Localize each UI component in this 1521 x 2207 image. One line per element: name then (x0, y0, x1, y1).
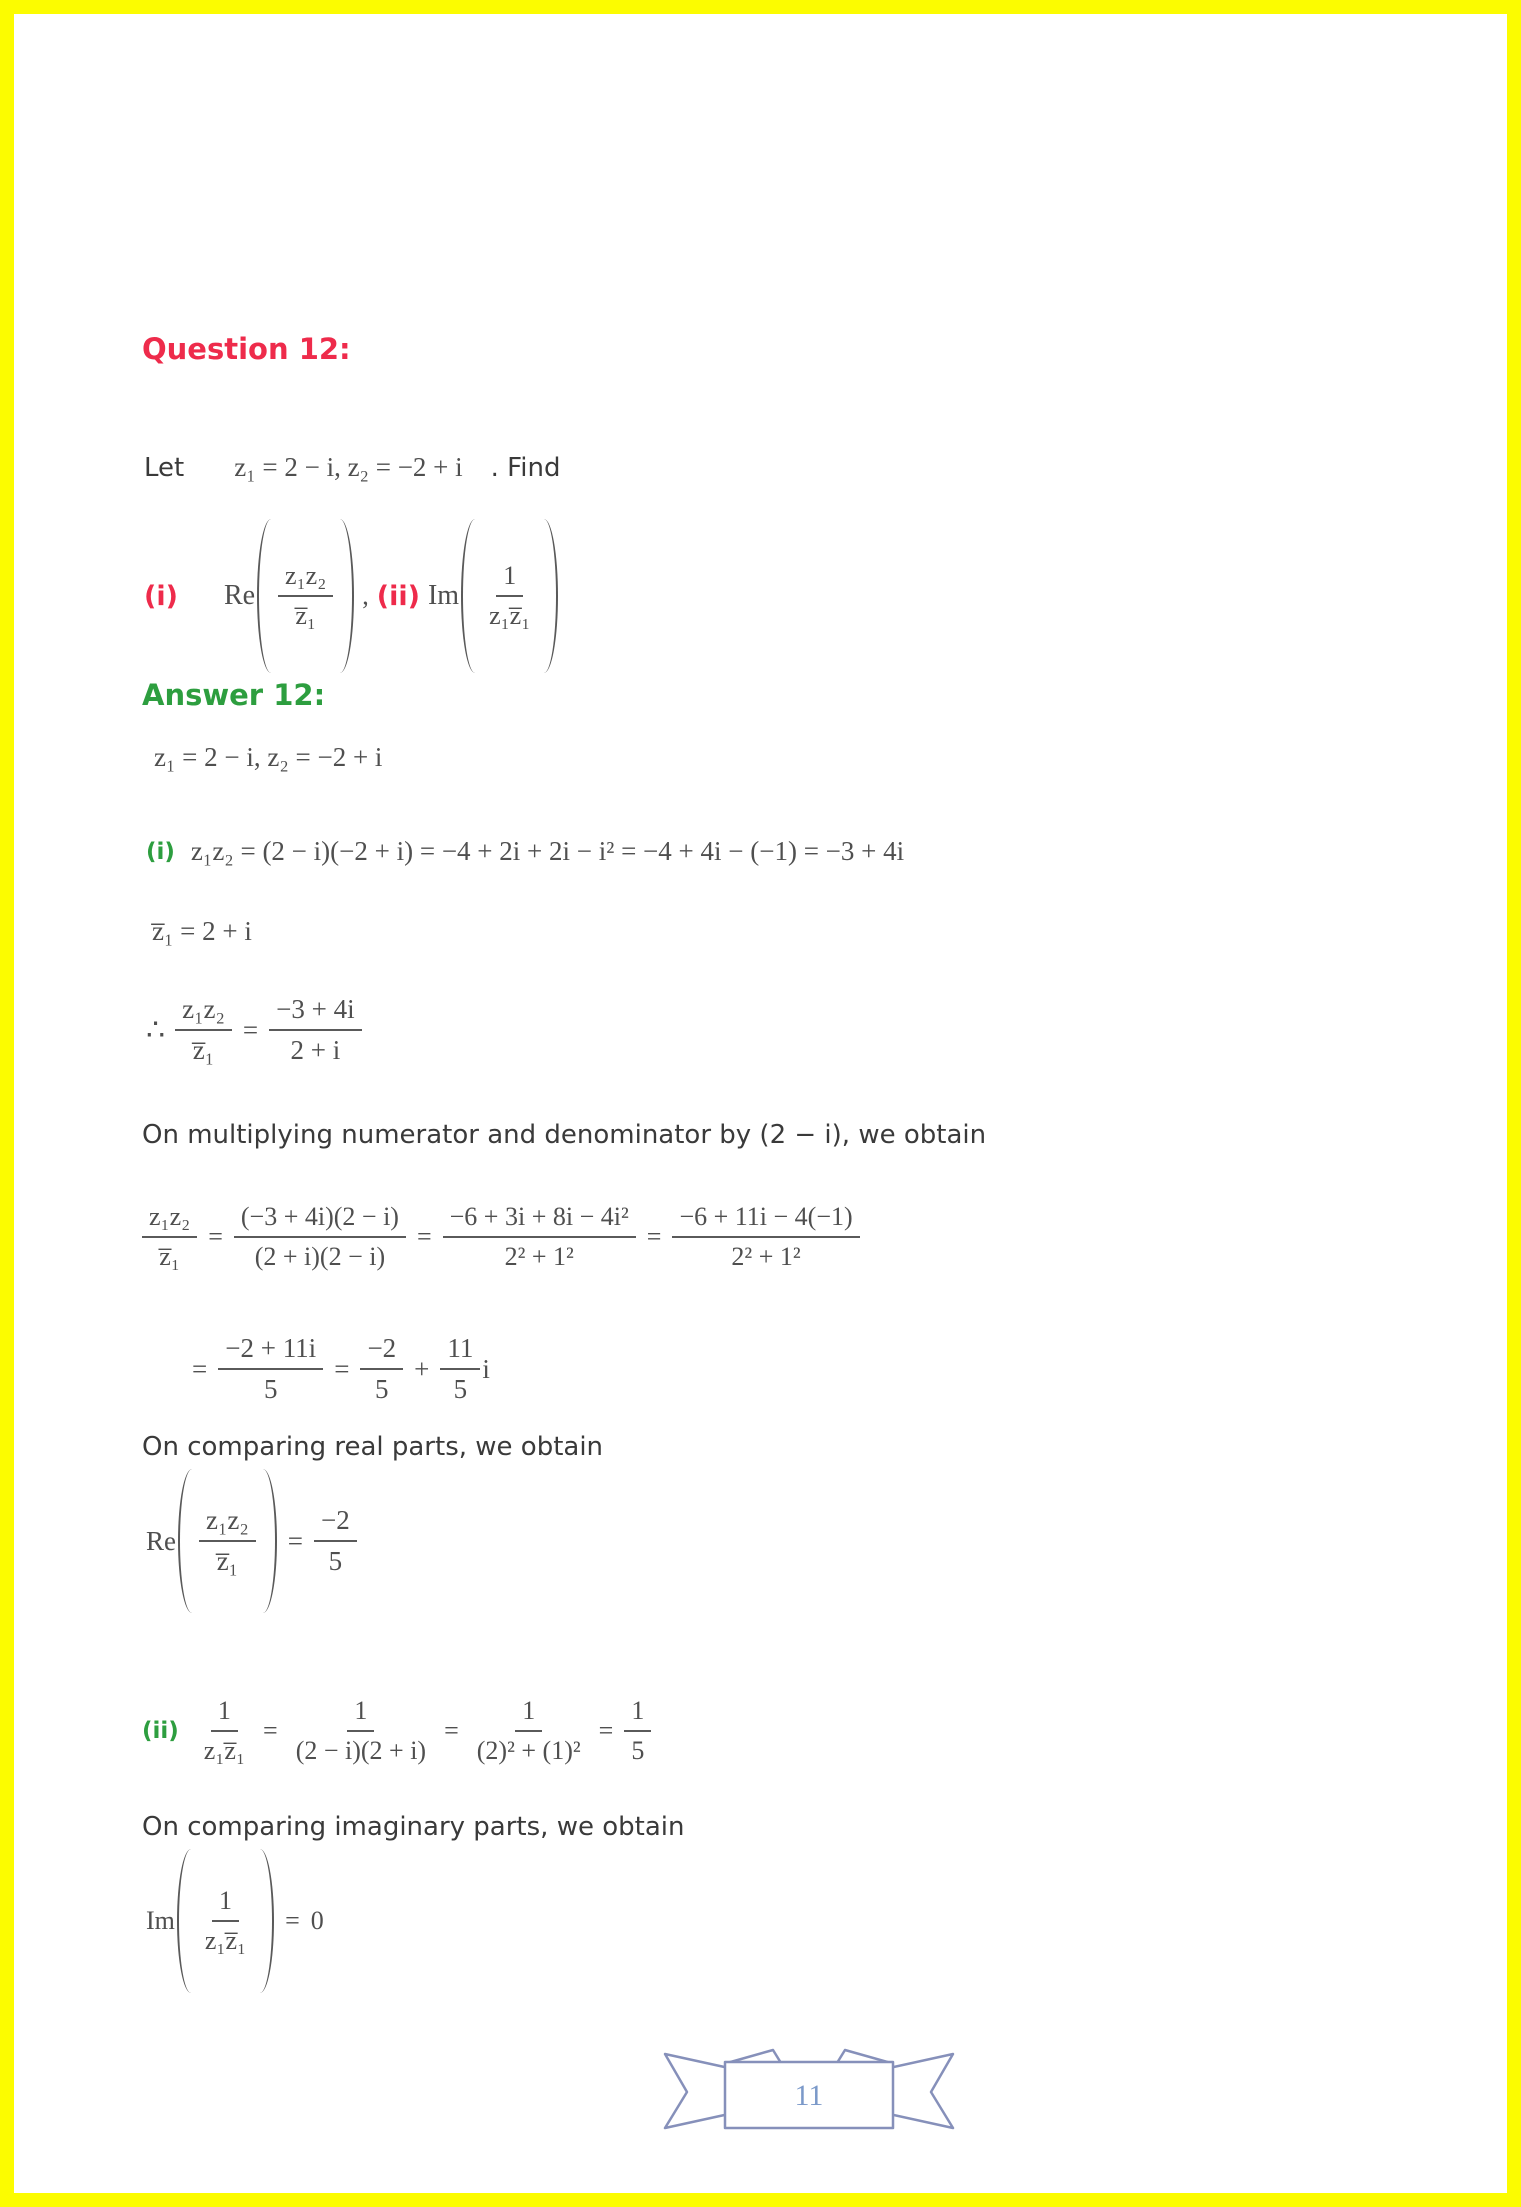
fraction (197, 1694, 252, 1768)
re-function-label: Re (146, 1525, 176, 1556)
plus-sign: + (414, 1353, 430, 1384)
imaginary-part-result-equation (146, 1856, 324, 1986)
real-part-result-equation (146, 1476, 357, 1606)
left-paren-shape (178, 1469, 192, 1613)
numerator: −2 + 11i (218, 1331, 323, 1370)
denominator: 5 (263, 1374, 278, 1404)
denominator: (2 + i)(2 − i) (254, 1242, 386, 1271)
fraction (142, 1200, 197, 1274)
ribbon-graphic (659, 2042, 959, 2142)
denominator: 2² + 1² (504, 1242, 574, 1271)
denominator: z̅₁ (159, 1242, 180, 1271)
note-real-parts: On comparing real parts, we obtain (142, 1432, 604, 1462)
fraction (470, 1694, 588, 1768)
numerator: z₁z₂ (142, 1200, 197, 1238)
denominator: 2² + 1² (731, 1242, 801, 1271)
fraction (360, 1331, 403, 1407)
left-paren-shape (177, 1849, 191, 1993)
denominator: 5 (631, 1736, 645, 1765)
equals-sign: = (285, 1906, 300, 1935)
fraction (672, 1200, 859, 1274)
fraction (624, 1694, 651, 1768)
z1bar-value-equation: z̅₁ = 2 + i (152, 916, 252, 946)
page-content (14, 14, 1507, 2193)
numerator: −2 (314, 1503, 357, 1542)
numerator: 1 (515, 1694, 542, 1732)
denominator: 5 (328, 1546, 343, 1576)
fraction-1-over-z1z1bar (482, 559, 537, 633)
equals-sign: = (242, 1014, 259, 1045)
page-number: 11 (794, 2079, 824, 2112)
fraction-z1z2-over-z1bar (199, 1503, 256, 1579)
fraction-z1z2-over-z1bar (175, 992, 232, 1068)
note-imaginary-parts: On comparing imaginary parts, we obtain (142, 1812, 685, 1842)
denominator: z₁z̅₁ (489, 601, 531, 630)
equals-sign: = (444, 1716, 459, 1745)
denominator: 5 (453, 1374, 468, 1404)
answer-part2-equation (142, 1666, 651, 1796)
numerator: 1 (211, 1694, 238, 1732)
numerator: z₁z₂ (199, 1503, 256, 1542)
intro-let: Let (144, 452, 185, 483)
fraction (440, 1331, 480, 1407)
zero-value: 0 (310, 1906, 324, 1935)
im-function-label: Im (427, 580, 460, 611)
numerator: 1 (624, 1694, 651, 1732)
z1z2-expansion-equation: z₁z₂ = (2 − i)(−2 + i) = −4 + 2i + 2i − i² = −4 + 4i − (−1) = −3 + 4i (190, 836, 905, 866)
ribbon-right-tail (889, 2054, 953, 2128)
simplified-result-equation (192, 1314, 490, 1424)
denominator: 2 + i (290, 1035, 341, 1065)
equals-sign: = (208, 1222, 223, 1251)
right-paren-shape (260, 1849, 274, 1993)
right-paren-shape (544, 519, 558, 673)
numerator: −3 + 4i (269, 992, 361, 1031)
numerator: 1 (496, 559, 523, 597)
denominator: z̅₁ (192, 1035, 215, 1065)
fraction (218, 1331, 323, 1407)
denominator: 5 (375, 1374, 389, 1404)
left-paren-shape (257, 519, 271, 673)
right-paren-shape (263, 1469, 277, 1613)
numerator: −6 + 11i − 4(−1) (672, 1200, 859, 1238)
right-paren-shape (340, 519, 354, 673)
denominator: (2)² + (1)² (476, 1736, 581, 1765)
answer-given-math: z₁ = 2 − i, z₂ = −2 + i (154, 742, 383, 772)
equals-sign: = (263, 1716, 278, 1745)
fraction (234, 1200, 406, 1274)
question-item1-label: (i) (144, 580, 178, 612)
answer-item2-label: (ii) (142, 1718, 179, 1744)
i-suffix: i (482, 1353, 490, 1384)
numerator: (−3 + 4i)(2 − i) (234, 1200, 406, 1238)
therefore-equation (146, 970, 362, 1090)
numerator: z₁z₂ (175, 992, 232, 1031)
fraction (443, 1200, 636, 1274)
denominator: (2 − i)(2 + i) (295, 1736, 427, 1765)
left-paren-shape (461, 519, 475, 673)
fraction-minus3plus4i-over-2plusi (269, 992, 361, 1068)
re-function-label: Re (223, 580, 256, 611)
equals-sign: = (334, 1353, 350, 1384)
denominator: z₁z̅₁ (204, 1926, 247, 1955)
separator-comma: , (362, 581, 369, 610)
equals-sign: = (416, 1222, 432, 1251)
fraction (289, 1694, 433, 1768)
page-number-ribbon (659, 2042, 959, 2142)
numerator: −2 (360, 1331, 403, 1370)
denominator: z̅₁ (216, 1546, 239, 1576)
numerator: 1 (212, 1884, 239, 1922)
therefore-symbol: ∴ (146, 1013, 166, 1047)
denominator: z₁z̅₁ (203, 1736, 246, 1765)
intro-given-math: z₁ = 2 − i, z₂ = −2 + i (234, 452, 463, 482)
numerator: 1 (347, 1694, 374, 1732)
question-items (144, 526, 558, 666)
intro-find: . Find (490, 452, 561, 483)
note-multiplying: On multiplying numerator and denominator by (2 − i), we obtain (142, 1120, 987, 1150)
equals-sign: = (598, 1716, 614, 1745)
numerator: 11 (440, 1331, 480, 1370)
fraction-1-over-z1z1bar (198, 1884, 253, 1958)
answer-heading: Answer 12: (142, 678, 326, 712)
question-item2-label: (ii) (376, 580, 420, 612)
fraction-chain-equation (142, 1172, 860, 1302)
im-function-label: Im (146, 1906, 175, 1935)
fraction-z1z2-over-z1bar (278, 559, 333, 633)
equals-sign: = (646, 1222, 662, 1251)
equals-sign: = (192, 1353, 208, 1384)
numerator: −6 + 3i + 8i − 4i² (443, 1200, 636, 1238)
numerator: z₁z₂ (278, 559, 333, 597)
question-intro (144, 452, 560, 483)
answer-item1-label: (i) (146, 838, 175, 865)
equals-sign: = (287, 1525, 304, 1556)
fraction (314, 1503, 357, 1579)
denominator: z̅₁ (295, 601, 316, 630)
answer-part1-line1 (146, 836, 904, 867)
question-heading: Question 12: (142, 332, 351, 366)
ribbon-left-tail (665, 2054, 729, 2128)
